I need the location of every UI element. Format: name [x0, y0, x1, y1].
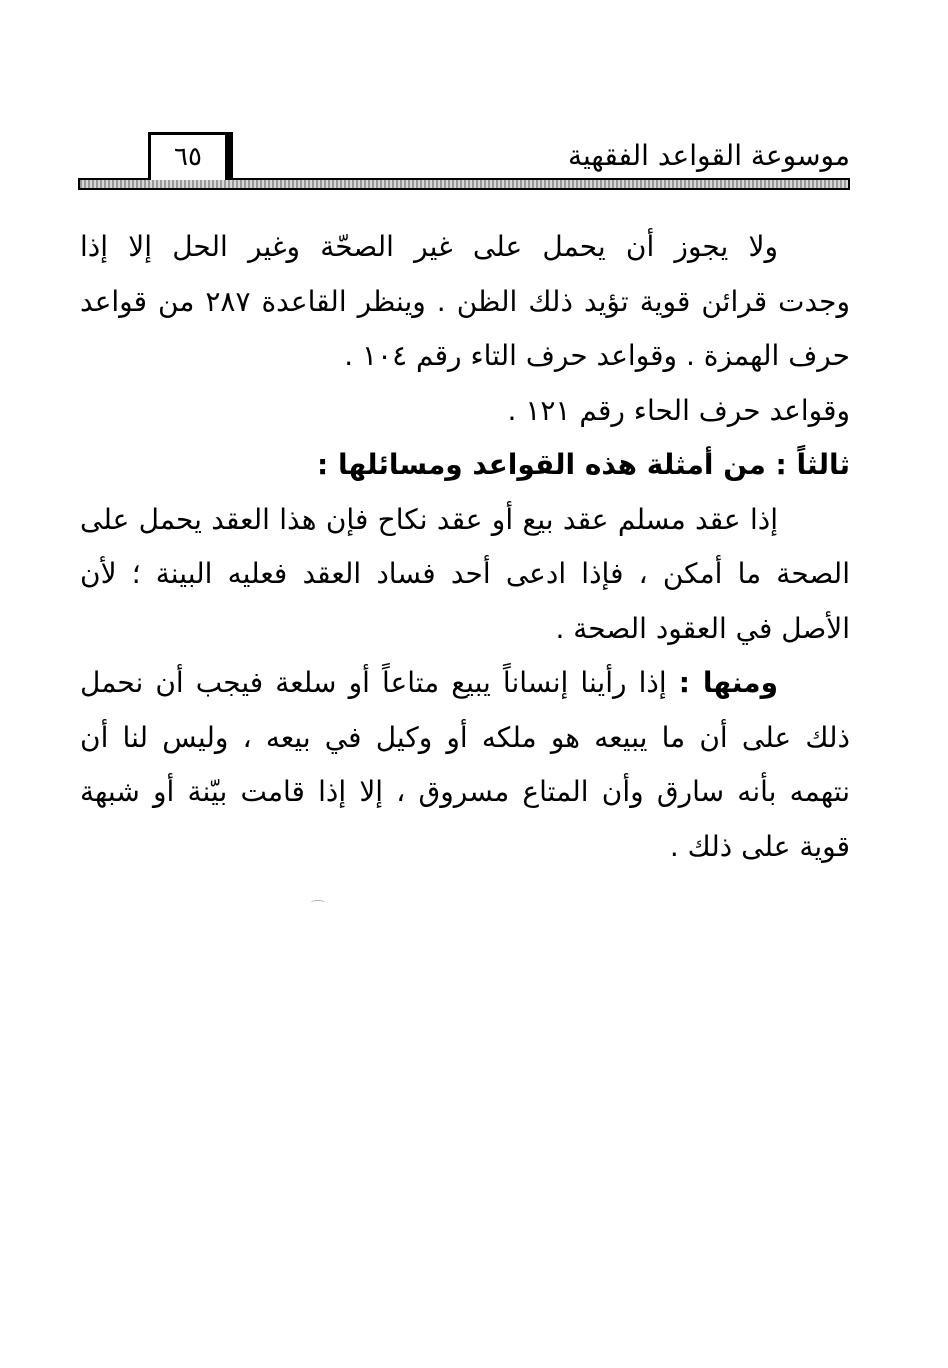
body-line: نتهمه بأنه سارق وأن المتاع مسروق ، إلا إذا قامت بيّنة أو شبهة — [80, 775, 850, 808]
section-heading: ثالثاً : من أمثلة هذه القواعد ومسائلها : — [317, 448, 850, 481]
body-line: الصحة ما أمكن ، فإذا ادعى أحد فساد العقد فعليه البينة ؛ لأن — [80, 557, 850, 590]
page-header — [78, 132, 850, 192]
body-line — [80, 656, 850, 711]
body-line-text: إذا رأينا إنساناً يبيع متاعاً أو سلعة فيجب أن نحمل — [80, 666, 667, 699]
page-number: ٦٥ — [148, 132, 228, 180]
body-line: الأصل في العقود الصحة . — [555, 611, 850, 645]
body-line: وقواعد حرف الحاء رقم ١٢١ . — [507, 393, 850, 427]
body-line: ولا يجوز أن يحمل على غير الصحّة وغير الحل إلا إذا — [80, 230, 778, 263]
body-line: إذا عقد مسلم عقد بيع أو عقد نكاح فإن هذا العقد يحمل على — [80, 502, 778, 536]
body-line: وجدت قرائن قوية تؤيد ذلك الظن . وينظر القاعدة ٢٨٧ من قواعد — [80, 284, 850, 318]
body-line: قوية على ذلك . — [669, 829, 850, 863]
body-line: ذلك على أن ما يبيعه هو ملكه أو وكيل في بيعه ، وليس لنا أن — [80, 720, 850, 754]
page-body — [80, 220, 850, 874]
scan-speck — [311, 900, 325, 905]
book-title: موسوعة القواعد الفقهية — [567, 139, 850, 172]
example-lead: ومنها : — [678, 666, 778, 699]
body-line: حرف الهمزة . وقواعد حرف التاء رقم ١٠٤ . — [344, 339, 850, 372]
